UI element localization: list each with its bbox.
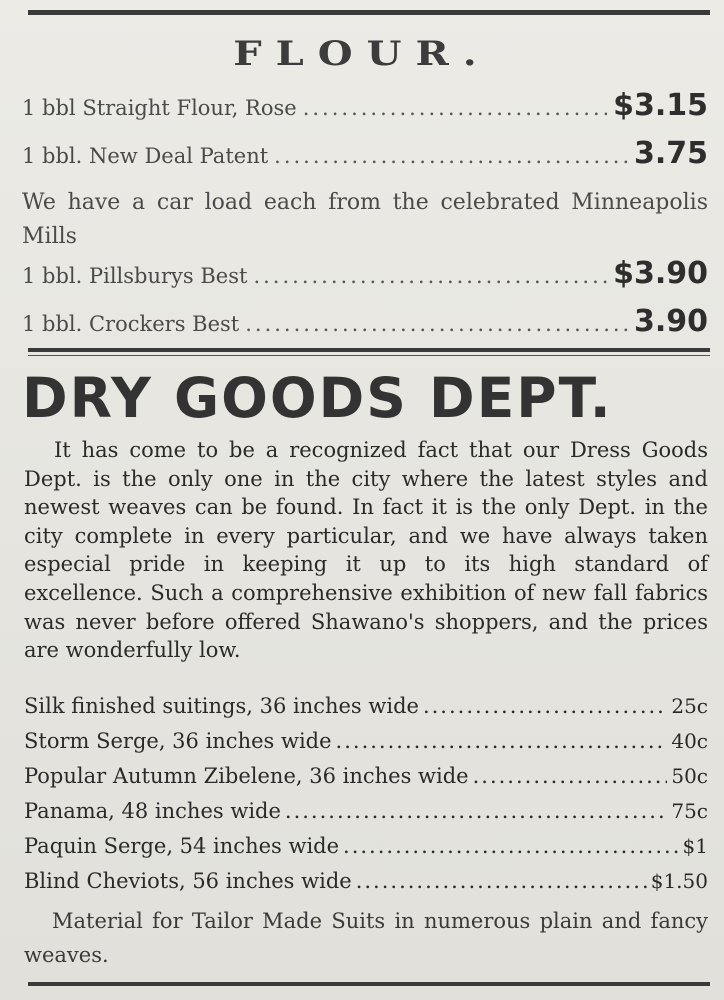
flour-note: We have a car load each from the celebrated Minneapolis Mills — [22, 190, 708, 249]
dry-goods-item-label: Silk finished suitings, 36 inches wide — [24, 694, 419, 718]
flour-item-label: 1 bbl Straight Flour, Rose — [22, 96, 297, 120]
flour-item — [22, 256, 708, 291]
dry-goods-item — [24, 869, 708, 893]
dry-goods-footer: Material for Tailor Made Suits in numerous plain and fancy weaves. — [24, 909, 708, 967]
dry-goods-item-price: 25c — [671, 694, 708, 718]
flour-item — [22, 136, 708, 171]
leader-dots — [285, 799, 667, 823]
dry-goods-item-price: 50c — [671, 764, 708, 788]
flour-item-price: $3.15 — [613, 88, 708, 123]
dry-goods-heading: DRY GOODS DEPT. — [22, 366, 613, 430]
dry-goods-item-price: $1 — [682, 834, 708, 858]
bottom-rule — [28, 982, 710, 986]
dry-goods-item-label: Panama, 48 inches wide — [24, 799, 281, 823]
dry-goods-item-label: Blind Cheviots, 56 inches wide — [24, 869, 352, 893]
dry-goods-item-price: $1.50 — [650, 869, 708, 893]
leader-dots — [343, 834, 679, 858]
dry-goods-item-label: Paquin Serge, 54 inches wide — [24, 834, 340, 858]
top-rule — [28, 10, 710, 15]
dry-goods-item-price: 40c — [671, 729, 708, 753]
leader-dots — [303, 96, 607, 120]
flour-item-label: 1 bbl. Crockers Best — [22, 312, 240, 336]
flour-item-label: 1 bbl. New Deal Patent — [22, 144, 269, 168]
leader-dots — [473, 764, 668, 788]
dry-goods-item — [24, 799, 708, 823]
flour-heading: FLOUR. — [233, 33, 491, 74]
leader-dots — [274, 144, 628, 168]
flour-item-price: 3.75 — [633, 136, 708, 171]
leader-dots — [245, 312, 628, 336]
flour-item — [22, 304, 708, 339]
dry-goods-item-label: Storm Serge, 36 inches wide — [24, 729, 332, 753]
leader-dots — [423, 694, 667, 718]
leader-dots — [336, 729, 668, 753]
flour-item-label: 1 bbl. Pillsburys Best — [22, 264, 248, 288]
dry-goods-item — [24, 694, 708, 718]
dry-goods-body: It has come to be a recognized fact that our Dress Goods Dept. is the only one in the city where the latest styles and newest weaves can be found. In fact it is the only Dept. in the city complete in every particular, and we have always taken especial pride in keeping it up to its high standard of excellence. Such a comprehensive exhibition of new fall fabrics was never before offered Shawano's shoppers, and the prices are wonderfully low. — [24, 438, 708, 663]
dry-goods-item — [24, 834, 708, 858]
flour-item — [22, 88, 708, 123]
dry-goods-item — [24, 729, 708, 753]
flour-item-price: $3.90 — [613, 256, 708, 291]
dry-goods-item-price: 75c — [671, 799, 708, 823]
section-rule-thin — [28, 355, 710, 356]
flour-item-price: 3.90 — [633, 304, 708, 339]
dry-goods-item — [24, 764, 708, 788]
dry-goods-item-label: Popular Autumn Zibelene, 36 inches wide — [24, 764, 469, 788]
leader-dots — [253, 264, 607, 288]
leader-dots — [356, 869, 647, 893]
section-rule — [28, 348, 710, 352]
